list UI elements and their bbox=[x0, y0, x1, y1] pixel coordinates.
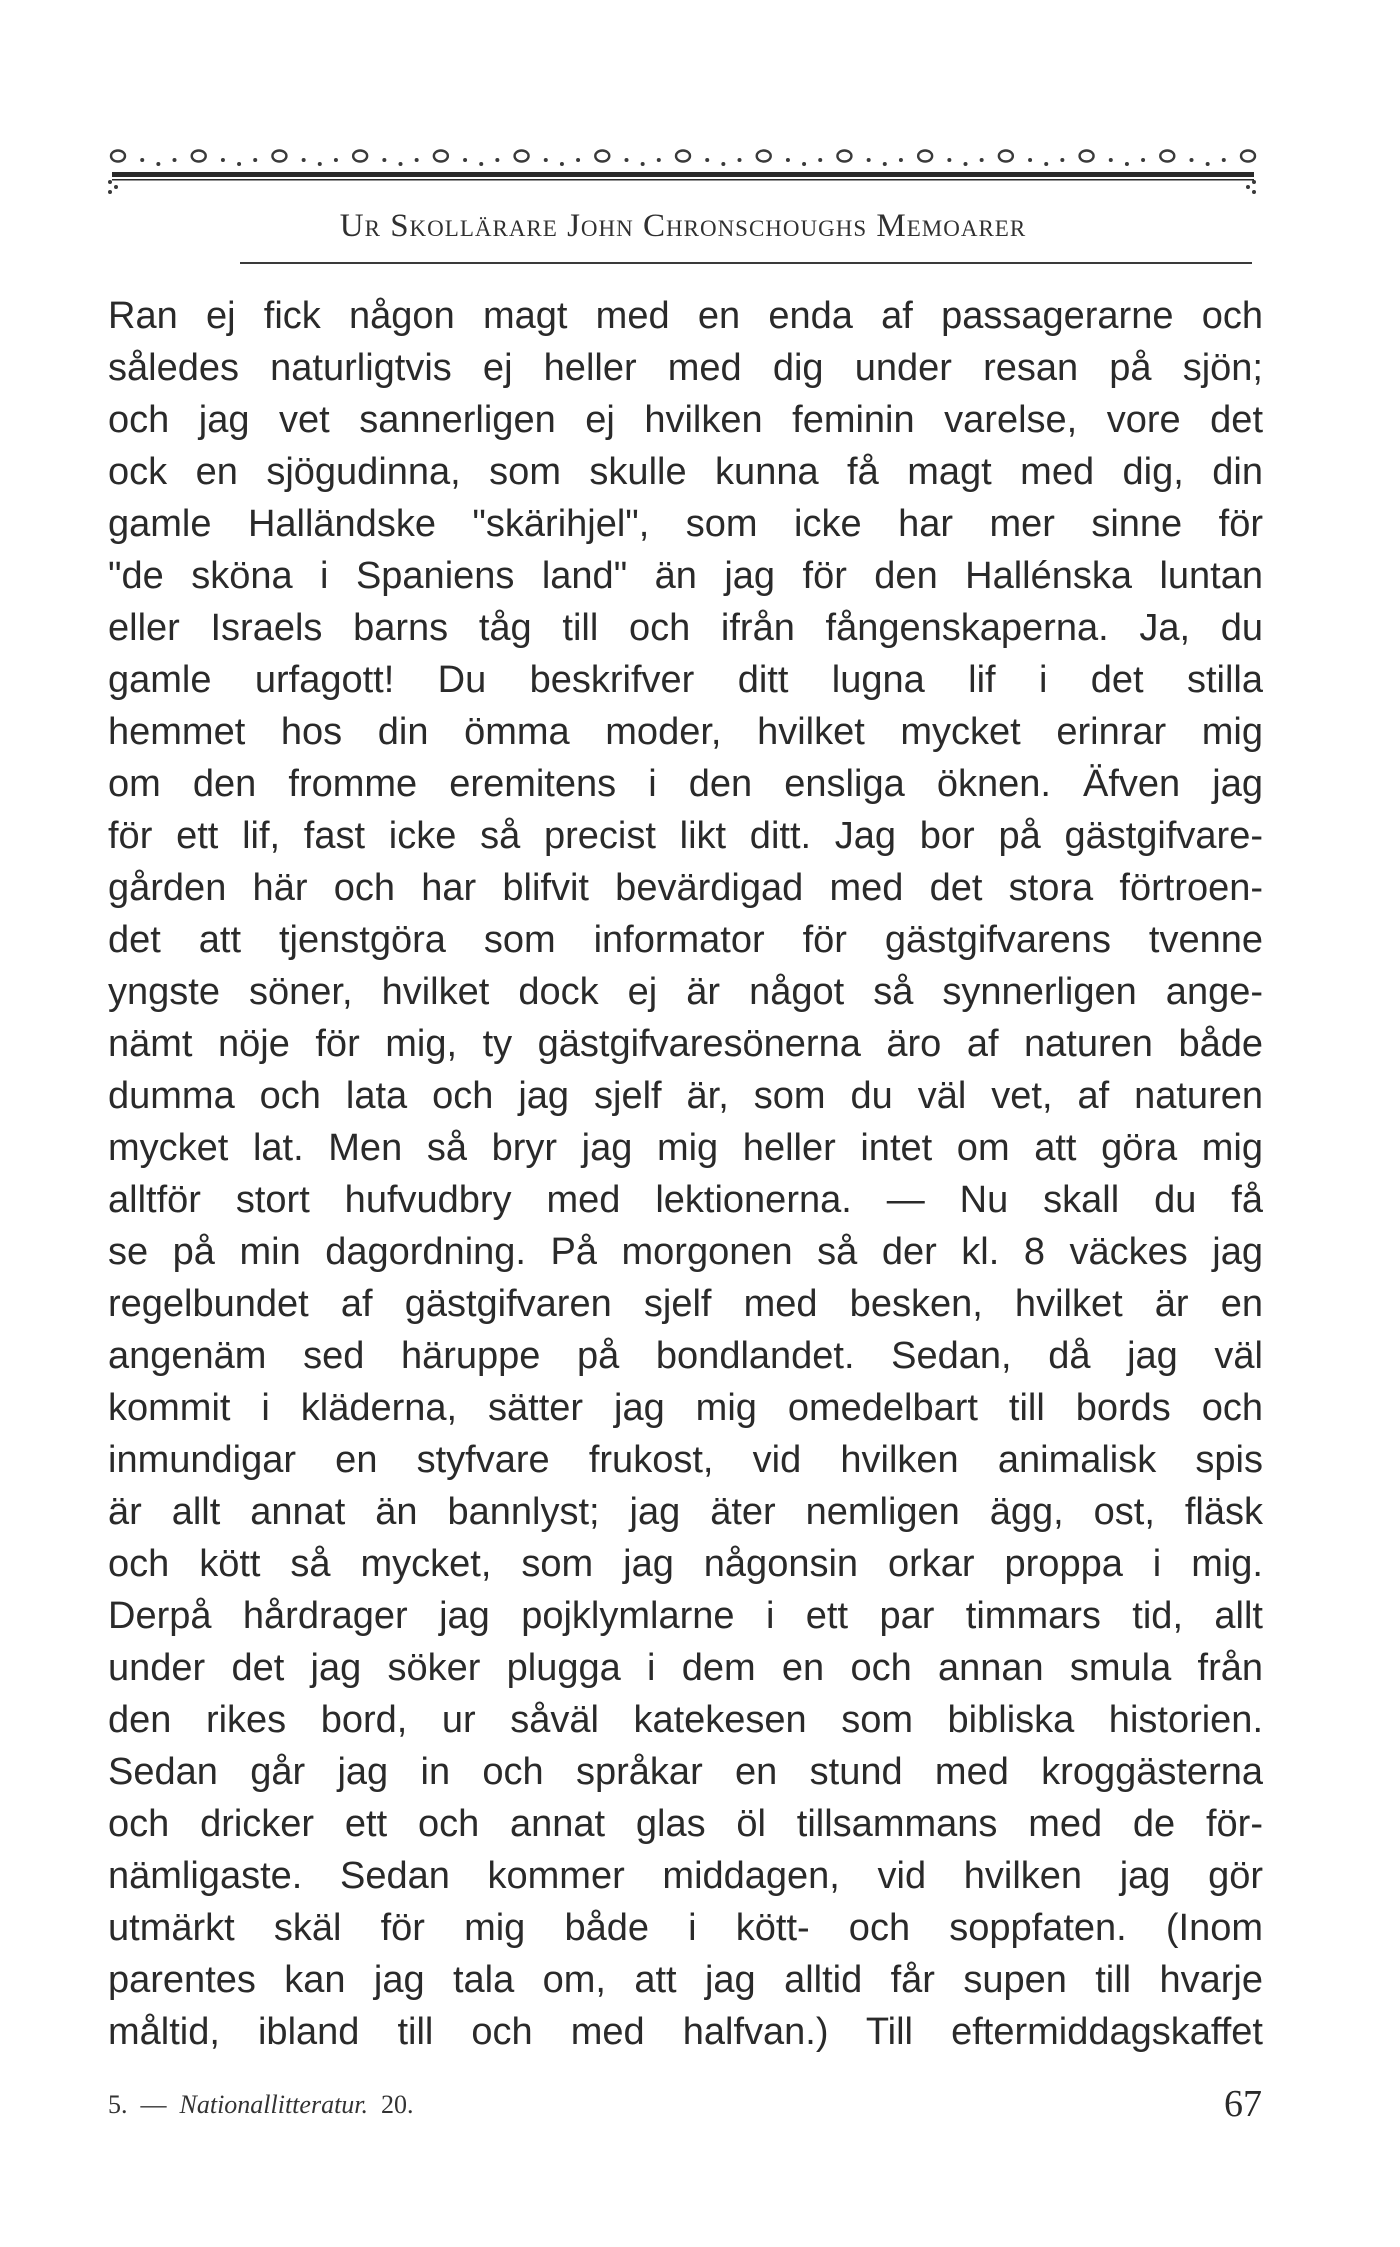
text-line: den rikes bord, ur såväl katekesen som bibliska historien. bbox=[108, 1699, 1263, 1741]
text-line: parentes kan jag tala om, att jag alltid får supen till hvarje bbox=[108, 1959, 1263, 2001]
text-line: kommit i kläderna, sätter jag mig omedelbart till bords och bbox=[108, 1387, 1263, 1429]
ornament-dot bbox=[114, 185, 118, 189]
text-line: om den fromme eremitens i den ensliga öknen. Äfven jag bbox=[108, 763, 1263, 805]
text-line: under det jag söker plugga i dem en och annan smula från bbox=[108, 1647, 1263, 1689]
ornament-dot bbox=[1252, 190, 1256, 194]
ornament-ring bbox=[918, 151, 932, 162]
text-line: angenäm sed häruppe på bondlandet. Sedan, då jag väl bbox=[108, 1335, 1263, 1377]
signature-title: Nationallitteratur. bbox=[179, 2090, 369, 2119]
ornament-dot bbox=[108, 180, 112, 184]
text-line: "de sköna i Spaniens land" än jag för den Hallénska luntan bbox=[108, 555, 1263, 597]
text-line: måltid, ibland till och med halfvan.) Till eftermiddagskaffet bbox=[108, 2011, 1263, 2053]
ornament-dot bbox=[980, 158, 984, 162]
ornament-dot bbox=[156, 162, 160, 166]
ornament-dot bbox=[108, 190, 112, 194]
text-line: se på min dagordning. På morgonen så der kl. 8 väckes jag bbox=[108, 1231, 1263, 1273]
ornament-ring bbox=[1080, 151, 1094, 162]
signature-volume: 20. bbox=[381, 2090, 414, 2119]
text-line: ock en sjögudinna, som skulle kunna få magt med dig, din bbox=[108, 451, 1263, 493]
ornament-ring bbox=[1160, 151, 1174, 162]
decorative-border-ornament bbox=[108, 120, 1258, 200]
ornament-dot bbox=[947, 158, 951, 162]
ornament-dot bbox=[318, 162, 322, 166]
ornament-dot bbox=[1044, 162, 1048, 166]
text-line: för ett lif, fast icke så precist likt ditt. Jag bor på gästgifvare- bbox=[108, 815, 1263, 857]
ornament-dot bbox=[1222, 158, 1226, 162]
ornament-dot bbox=[495, 158, 499, 162]
ornament-dot bbox=[399, 162, 403, 166]
ornament-dot bbox=[237, 162, 241, 166]
ornament-dot bbox=[544, 158, 548, 162]
ornament-dot bbox=[1125, 162, 1129, 166]
ornament-dot bbox=[1060, 158, 1064, 162]
ornament-dot bbox=[786, 158, 790, 162]
ornament-ring bbox=[353, 151, 367, 162]
ornament-dot bbox=[173, 158, 177, 162]
ornament-dot bbox=[140, 158, 144, 162]
text-line: är allt annat än bannlyst; jag äter nemligen ägg, ost, fläsk bbox=[108, 1491, 1263, 1533]
ornament-dot bbox=[221, 158, 225, 162]
text-line: nämligaste. Sedan kommer middagen, vid hvilken jag gör bbox=[108, 1855, 1263, 1897]
footer-signature bbox=[108, 2085, 414, 2125]
ornament-dot bbox=[625, 158, 629, 162]
ornament-dot bbox=[818, 158, 822, 162]
ornament-ring bbox=[434, 151, 448, 162]
text-line: gamle Halländske "skärihjel", som icke har mer sinne för bbox=[108, 503, 1263, 545]
ornament-dot bbox=[705, 158, 709, 162]
ornament-ring bbox=[1241, 151, 1255, 162]
text-line: Derpå hårdrager jag pojklymlarne i ett par timmars tid, allt bbox=[108, 1595, 1263, 1637]
ornament-dot bbox=[1246, 185, 1250, 189]
ornament-ring bbox=[272, 151, 286, 162]
ornament-dot bbox=[738, 158, 742, 162]
text-line: inmundigar en styfvare frukost, vid hvilken animalisk spis bbox=[108, 1439, 1263, 1481]
ornament-dot bbox=[1141, 158, 1145, 162]
ornament-dot bbox=[1190, 158, 1194, 162]
text-line: yngste söner, hvilket dock ej är något så synnerligen ange- bbox=[108, 971, 1263, 1013]
ornament-dot bbox=[899, 158, 903, 162]
signature-number: 5. bbox=[108, 2090, 128, 2119]
text-line: hemmet hos din ömma moder, hvilket mycket erinrar mig bbox=[108, 711, 1263, 753]
ornament-dot bbox=[1206, 162, 1210, 166]
ornament-dot bbox=[479, 162, 483, 166]
text-line: utmärkt skäl för mig både i kött- och soppfaten. (Inom bbox=[108, 1907, 1263, 1949]
ornament-dot bbox=[302, 158, 306, 162]
ornament-ring bbox=[999, 151, 1013, 162]
header-rule bbox=[240, 262, 1252, 264]
ornament-dot bbox=[1109, 158, 1113, 162]
ornament-dot bbox=[463, 158, 467, 162]
body-text bbox=[108, 290, 1263, 2058]
text-line: således naturligtvis ej heller med dig under resan på sjön; bbox=[108, 347, 1263, 389]
text-line: mycket lat. Men så bryr jag mig heller intet om att göra mig bbox=[108, 1127, 1263, 1169]
page-number: 67 bbox=[1224, 2083, 1262, 2125]
ornament-dot bbox=[867, 158, 871, 162]
text-line: och dricker ett och annat glas öl tillsammans med de för- bbox=[108, 1803, 1263, 1845]
text-line: det att tjenstgöra som informator för gästgifvarens tvenne bbox=[108, 919, 1263, 961]
ornament-dot bbox=[802, 162, 806, 166]
ornament-ring bbox=[515, 151, 529, 162]
text-line: regelbundet af gästgifvaren sjelf med besken, hvilket är en bbox=[108, 1283, 1263, 1325]
ornament-ring bbox=[111, 151, 125, 162]
ornament-dot bbox=[1028, 158, 1032, 162]
ornament-dot bbox=[883, 162, 887, 166]
running-head: Ur Skollärare John Chronschoughs Memoarer bbox=[339, 208, 1027, 244]
text-line: gården här och har blifvit bevärdigad med det stora förtroen- bbox=[108, 867, 1263, 909]
ornament-dot bbox=[334, 158, 338, 162]
ornament-dot bbox=[415, 158, 419, 162]
ornament-ring bbox=[192, 151, 206, 162]
text-line: nämt nöje för mig, ty gästgifvaresönerna äro af naturen både bbox=[108, 1023, 1263, 1065]
text-line: dumma och lata och jag sjelf är, som du väl vet, af naturen bbox=[108, 1075, 1263, 1117]
ornament-dot bbox=[576, 158, 580, 162]
text-line: och jag vet sannerligen ej hvilken feminin varelse, vore det bbox=[108, 399, 1263, 441]
ornament-ring bbox=[757, 151, 771, 162]
text-line: Ran ej fick någon magt med en enda af passagerarne och bbox=[108, 295, 1263, 337]
text-line: och kött så mycket, som jag någonsin orkar proppa i mig. bbox=[108, 1543, 1263, 1585]
ornament-dot bbox=[964, 162, 968, 166]
ornament-dot bbox=[1252, 180, 1256, 184]
text-line: Sedan går jag in och språkar en stund med kroggästerna bbox=[108, 1751, 1263, 1793]
ornament-dot bbox=[560, 162, 564, 166]
text-line: gamle urfagott! Du beskrifver ditt lugna lif i det stilla bbox=[108, 659, 1263, 701]
text-line: eller Israels barns tåg till och ifrån fångenskaperna. Ja, du bbox=[108, 607, 1263, 649]
ornament-dot bbox=[253, 158, 257, 162]
ornament-dot bbox=[382, 158, 386, 162]
ornament-dot bbox=[641, 162, 645, 166]
ornament-ring bbox=[837, 151, 851, 162]
ornament-dot bbox=[657, 158, 661, 162]
signature-dash: — bbox=[140, 2090, 167, 2119]
ornament-ring bbox=[676, 151, 690, 162]
ornament-ring bbox=[595, 151, 609, 162]
ornament-dot bbox=[721, 162, 725, 166]
text-line: alltför stort hufvudbry med lektionerna. — Nu skall du få bbox=[108, 1179, 1263, 1221]
